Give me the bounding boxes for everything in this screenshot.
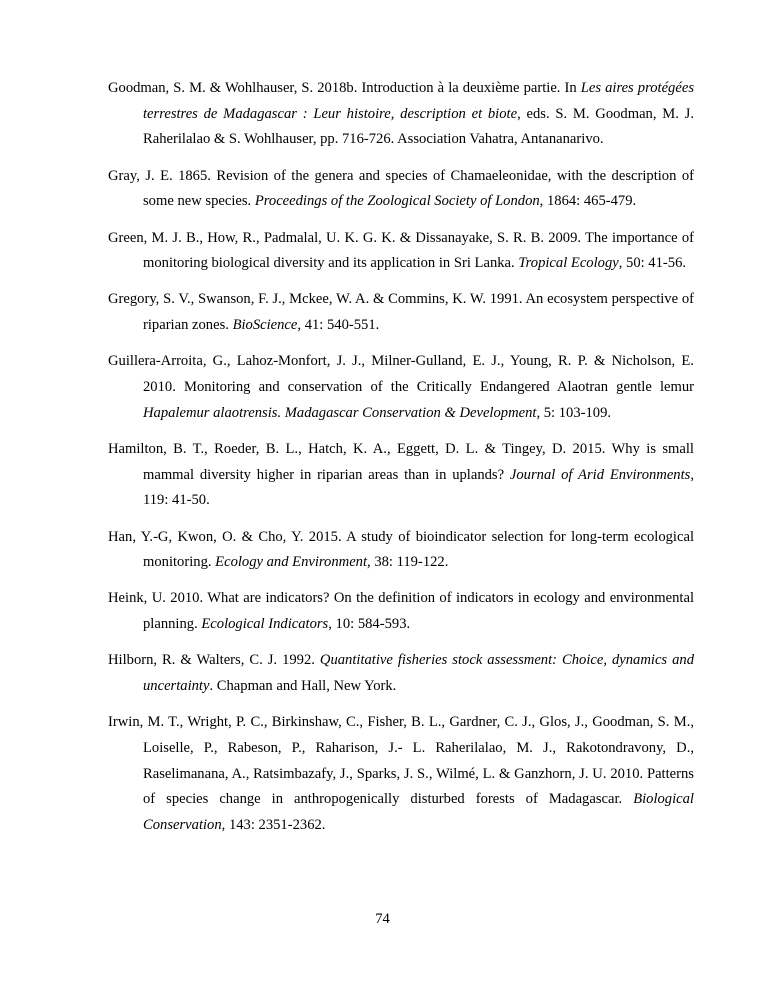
ref-text: , 50: 41-56. (618, 255, 687, 272)
ref-text: , 143: 2351-2362. (221, 817, 326, 834)
ref-text: Goodman, S. M. & Wohlhauser, S. 2018b. Introduction à la deuxième partie. In (108, 80, 581, 96)
ref-title: Les aires protégées terrestres de Madagascar : Leur histoire, description et biote (143, 80, 694, 122)
reference-guillera-arroita-2010 (108, 349, 694, 426)
ref-text: Gregory, S. V., Swanson, F. J., Mckee, W. A. & Commins, K. W. 1991. An ecosystem perspective of riparian zones. (108, 291, 694, 334)
ref-text: , 119: 41-50. (143, 466, 694, 509)
ref-text: Hamilton, B. T., Roeder, B. L., Hatch, K. A., Eggett, D. L. & Tingey, D. 2015. Why is small mammal diversity higher in riparian areas than in uplands? (108, 440, 694, 483)
ref-text: Irwin, M. T., Wright, P. C., Birkinshaw, C., Fisher, B. L., Gardner, C. J., Glos, J., Goodman, S. M., Loiselle, P., Rabeson, P., Raharison, J.- L. Raherilalao, M. J., Rakotondravony, D., Raselimanana, A., Ratsimbazafy, J., Sparks, J. S., Wilmé, L. & Ganzhorn, J. U. 2010. Patterns of species change in anthropogenically disturbed forests of Madagascar. (108, 714, 694, 808)
ref-text: , 10: 584-593. (328, 616, 411, 633)
ref-text: 5: 103-109. (540, 404, 612, 421)
reference-irwin-2010 (108, 710, 694, 839)
reference-green-2009 (108, 226, 694, 277)
ref-text: Han, Y.-G, Kwon, O. & Cho, Y. 2015. A study of bioindicator selection for long-term ecological monitoring. (108, 528, 694, 571)
reference-list (108, 76, 694, 849)
ref-journal: Biological Conservation (143, 791, 694, 834)
ref-text: , 41: 540-551. (297, 317, 380, 334)
ref-journal: Journal of Arid Environments (509, 466, 691, 483)
ref-text: , 1864: 465-479. (539, 193, 637, 210)
ref-journal: BioScience (232, 317, 298, 334)
ref-text: Gray, J. E. 1865. Revision of the genera and species of Chamaeleonidae, with the description of some new species. (108, 167, 694, 210)
ref-title: Quantitative fisheries stock assessment: Choice, dynamics and uncertainty (143, 652, 694, 695)
reference-gregory-1991 (108, 287, 694, 338)
reference-gray-1865 (108, 164, 694, 215)
reference-goodman-2018b (108, 76, 694, 153)
ref-text: Heink, U. 2010. What are indicators? On the definition of indicators in ecology and environmental planning. (108, 590, 694, 633)
ref-text: Guillera-Arroita, G., Lahoz-Monfort, J. J., Milner-Gulland, E. J., Young, R. P. & Nicholson, E. 2010. Monitoring and conservation of the Critically Endangered Alaotran gentle lemur (108, 353, 694, 396)
ref-journal: Hapalemur alaotrensis. Madagascar Conservation & Development, (143, 404, 541, 421)
ref-journal: Ecology and Environment (215, 554, 368, 571)
ref-text: , 38: 119-122. (367, 554, 449, 571)
ref-journal: Tropical Ecology (518, 255, 619, 272)
ref-journal: Ecological Indicators (201, 616, 329, 633)
ref-text: Hilborn, R. & Walters, C. J. 1992. (108, 652, 320, 669)
ref-journal: Proceedings of the Zoological Society of London (254, 193, 540, 210)
reference-han-2015 (108, 525, 694, 576)
ref-text: , eds. S. M. Goodman, M. J. Raherilalao & S. Wohlhauser, pp. 716-726. Association Vahatra, Antananarivo. (143, 105, 694, 148)
reference-hilborn-1992 (108, 648, 694, 699)
reference-hamilton-2015 (108, 437, 694, 514)
ref-text: Green, M. J. B., How, R., Padmalal, U. K. G. K. & Dissanayake, S. R. B. 2009. The importance of monitoring biological diversity and its application in Sri Lanka. (108, 229, 694, 272)
page-number: 74 (375, 911, 390, 927)
reference-heink-2010 (108, 586, 694, 637)
ref-text: . Chapman and Hall, New York. (209, 678, 397, 695)
